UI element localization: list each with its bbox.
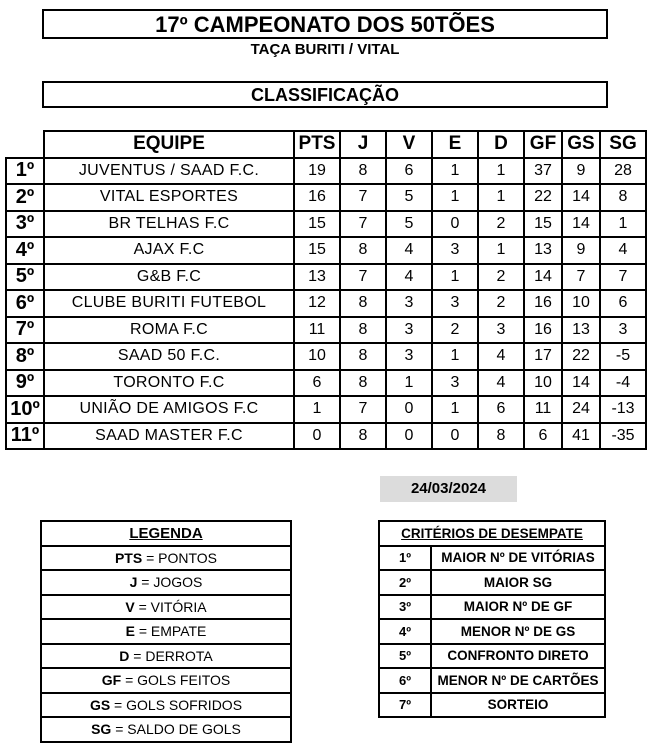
e-cell: 2 [432, 317, 478, 344]
standings-table [5, 130, 647, 450]
legend-row [41, 668, 291, 693]
pts-cell: 15 [294, 211, 340, 238]
legend-abbr: SG [91, 721, 112, 738]
legend-row [41, 644, 291, 669]
gs-cell: 14 [562, 184, 600, 211]
col-header-v: V [386, 131, 432, 158]
team-name-cell: UNIÃO DE AMIGOS F.C [44, 396, 294, 423]
v-cell: 0 [386, 423, 432, 450]
team-name-cell: SAAD 50 F.C. [44, 343, 294, 370]
table-row [6, 343, 646, 370]
position-cell: 10º [6, 396, 44, 423]
position-header [6, 131, 44, 158]
criteria-text: MAIOR Nº DE GF [431, 595, 605, 620]
gs-cell: 9 [562, 237, 600, 264]
table-row [6, 158, 646, 185]
table-row [6, 237, 646, 264]
pts-cell: 15 [294, 237, 340, 264]
pts-cell: 11 [294, 317, 340, 344]
criteria-row [379, 644, 605, 669]
e-cell: 1 [432, 396, 478, 423]
legend-meaning: = SALDO DE GOLS [111, 721, 241, 738]
j-cell: 8 [340, 370, 386, 397]
legend-meaning: = EMPATE [134, 623, 207, 640]
sg-cell: -4 [600, 370, 646, 397]
gf-cell: 15 [524, 211, 562, 238]
gf-cell: 37 [524, 158, 562, 185]
legend-meaning: = GOLS FEITOS [121, 672, 231, 689]
table-row [6, 317, 646, 344]
criteria-row [379, 570, 605, 595]
col-header-j: J [340, 131, 386, 158]
sg-cell: -13 [600, 396, 646, 423]
legend-meaning: = DERROTA [129, 647, 213, 664]
e-cell: 0 [432, 423, 478, 450]
e-cell: 1 [432, 184, 478, 211]
position-cell: 9º [6, 370, 44, 397]
team-name-cell: ROMA F.C [44, 317, 294, 344]
pts-cell: 13 [294, 264, 340, 291]
table-row [6, 290, 646, 317]
table-row [6, 396, 646, 423]
pts-cell: 16 [294, 184, 340, 211]
gf-cell: 11 [524, 396, 562, 423]
j-cell: 8 [340, 423, 386, 450]
legend-item [41, 644, 291, 669]
gs-cell: 24 [562, 396, 600, 423]
sg-cell: 7 [600, 264, 646, 291]
sg-cell: 28 [600, 158, 646, 185]
legend-row [41, 546, 291, 571]
v-cell: 1 [386, 370, 432, 397]
gf-cell: 6 [524, 423, 562, 450]
legend-table [40, 520, 292, 743]
d-cell: 2 [478, 290, 524, 317]
legend-row [41, 619, 291, 644]
criteria-row [379, 619, 605, 644]
legend-item [41, 595, 291, 620]
e-cell: 3 [432, 370, 478, 397]
pts-cell: 6 [294, 370, 340, 397]
table-row [6, 264, 646, 291]
col-header-d: D [478, 131, 524, 158]
tiebreak-criteria-table [378, 520, 606, 718]
gf-cell: 17 [524, 343, 562, 370]
legend-item [41, 619, 291, 644]
sg-cell: 4 [600, 237, 646, 264]
legend-abbr: D [119, 647, 130, 664]
gs-cell: 14 [562, 211, 600, 238]
e-cell: 3 [432, 237, 478, 264]
gf-cell: 10 [524, 370, 562, 397]
position-cell: 3º [6, 211, 44, 238]
pts-cell: 1 [294, 396, 340, 423]
gf-cell: 14 [524, 264, 562, 291]
team-name-cell: BR TELHAS F.C [44, 211, 294, 238]
v-cell: 0 [386, 396, 432, 423]
e-cell: 3 [432, 290, 478, 317]
d-cell: 4 [478, 370, 524, 397]
criteria-row [379, 546, 605, 571]
position-cell: 8º [6, 343, 44, 370]
criteria-row [379, 693, 605, 718]
v-cell: 5 [386, 211, 432, 238]
col-header-equipe: EQUIPE [44, 131, 294, 158]
legend-row [41, 717, 291, 742]
col-header-e: E [432, 131, 478, 158]
j-cell: 8 [340, 343, 386, 370]
gf-cell: 16 [524, 290, 562, 317]
v-cell: 3 [386, 290, 432, 317]
pts-cell: 19 [294, 158, 340, 185]
position-cell: 5º [6, 264, 44, 291]
criteria-rank: 5º [379, 644, 431, 669]
v-cell: 6 [386, 158, 432, 185]
v-cell: 4 [386, 264, 432, 291]
criteria-rank: 6º [379, 668, 431, 693]
d-cell: 6 [478, 396, 524, 423]
col-header-gf: GF [524, 131, 562, 158]
col-header-gs: GS [562, 131, 600, 158]
gs-cell: 22 [562, 343, 600, 370]
sg-cell: 1 [600, 211, 646, 238]
v-cell: 3 [386, 343, 432, 370]
pts-cell: 10 [294, 343, 340, 370]
sg-cell: 3 [600, 317, 646, 344]
gs-cell: 41 [562, 423, 600, 450]
legend-abbr: J [129, 574, 138, 591]
legend-item [41, 693, 291, 718]
gf-cell: 13 [524, 237, 562, 264]
sg-cell: 6 [600, 290, 646, 317]
sg-cell: -35 [600, 423, 646, 450]
j-cell: 7 [340, 184, 386, 211]
j-cell: 8 [340, 317, 386, 344]
legend-row [41, 570, 291, 595]
legend-item [41, 546, 291, 571]
table-row [6, 370, 646, 397]
criteria-rank: 4º [379, 619, 431, 644]
d-cell: 1 [478, 158, 524, 185]
table-row [6, 423, 646, 450]
sg-cell: 8 [600, 184, 646, 211]
v-cell: 3 [386, 317, 432, 344]
gs-cell: 9 [562, 158, 600, 185]
legend-meaning: = GOLS SOFRIDOS [110, 696, 243, 713]
team-name-cell: JUVENTUS / SAAD F.C. [44, 158, 294, 185]
col-header-sg: SG [600, 131, 646, 158]
legend-row [41, 595, 291, 620]
j-cell: 8 [340, 290, 386, 317]
criteria-text: MAIOR Nº DE VITÓRIAS [431, 546, 605, 571]
legend-meaning: = PONTOS [142, 549, 218, 566]
gf-cell: 22 [524, 184, 562, 211]
sg-cell: -5 [600, 343, 646, 370]
standings-heading: CLASSIFICAÇÃO [42, 81, 608, 108]
criteria-text: MENOR Nº DE CARTÕES [431, 668, 605, 693]
team-name-cell: CLUBE BURITI FUTEBOL [44, 290, 294, 317]
d-cell: 2 [478, 211, 524, 238]
pts-cell: 0 [294, 423, 340, 450]
d-cell: 1 [478, 237, 524, 264]
position-cell: 1º [6, 158, 44, 185]
legend-item [41, 668, 291, 693]
position-cell: 2º [6, 184, 44, 211]
position-cell: 7º [6, 317, 44, 344]
criteria-text: MENOR Nº DE GS [431, 619, 605, 644]
d-cell: 2 [478, 264, 524, 291]
team-name-cell: AJAX F.C [44, 237, 294, 264]
d-cell: 1 [478, 184, 524, 211]
championship-subtitle: TAÇA BURITI / VITAL [250, 41, 400, 58]
criteria-rank: 3º [379, 595, 431, 620]
standings-header-row [6, 131, 646, 158]
d-cell: 3 [478, 317, 524, 344]
criteria-text: MAIOR SG [431, 570, 605, 595]
j-cell: 8 [340, 158, 386, 185]
gs-cell: 10 [562, 290, 600, 317]
v-cell: 5 [386, 184, 432, 211]
position-cell: 6º [6, 290, 44, 317]
team-name-cell: SAAD MASTER F.C [44, 423, 294, 450]
pts-cell: 12 [294, 290, 340, 317]
update-date: 24/03/2024 [380, 476, 517, 502]
v-cell: 4 [386, 237, 432, 264]
legend-abbr: GF [101, 672, 122, 689]
championship-title: 17º CAMPEONATO DOS 50TÕES [42, 9, 608, 39]
legend-item [41, 570, 291, 595]
legend-abbr: GS [89, 696, 111, 713]
gs-cell: 14 [562, 370, 600, 397]
team-name-cell: G&B F.C [44, 264, 294, 291]
j-cell: 8 [340, 237, 386, 264]
legend-item [41, 717, 291, 742]
legend-title: LEGENDA [41, 521, 291, 546]
legend-meaning: = VITÓRIA [134, 598, 207, 615]
gs-cell: 7 [562, 264, 600, 291]
criteria-rank: 2º [379, 570, 431, 595]
team-name-cell: TORONTO F.C [44, 370, 294, 397]
legend-abbr: V [125, 598, 135, 615]
e-cell: 1 [432, 158, 478, 185]
col-header-pts: PTS [294, 131, 340, 158]
legend-abbr: E [125, 623, 135, 640]
criteria-text: CONFRONTO DIRETO [431, 644, 605, 669]
gs-cell: 13 [562, 317, 600, 344]
team-name-cell: VITAL ESPORTES [44, 184, 294, 211]
j-cell: 7 [340, 211, 386, 238]
criteria-row [379, 668, 605, 693]
criteria-text: SORTEIO [431, 693, 605, 718]
criteria-rank: 1º [379, 546, 431, 571]
d-cell: 8 [478, 423, 524, 450]
d-cell: 4 [478, 343, 524, 370]
j-cell: 7 [340, 264, 386, 291]
table-row [6, 211, 646, 238]
position-cell: 4º [6, 237, 44, 264]
e-cell: 1 [432, 343, 478, 370]
criteria-title: CRITÉRIOS DE DESEMPATE [379, 521, 605, 546]
legend-row [41, 693, 291, 718]
e-cell: 1 [432, 264, 478, 291]
legend-abbr: PTS [114, 549, 143, 566]
table-row [6, 184, 646, 211]
legend-meaning: = JOGOS [137, 574, 203, 591]
position-cell: 11º [6, 423, 44, 450]
criteria-row [379, 595, 605, 620]
e-cell: 0 [432, 211, 478, 238]
j-cell: 7 [340, 396, 386, 423]
criteria-rank: 7º [379, 693, 431, 718]
gf-cell: 16 [524, 317, 562, 344]
